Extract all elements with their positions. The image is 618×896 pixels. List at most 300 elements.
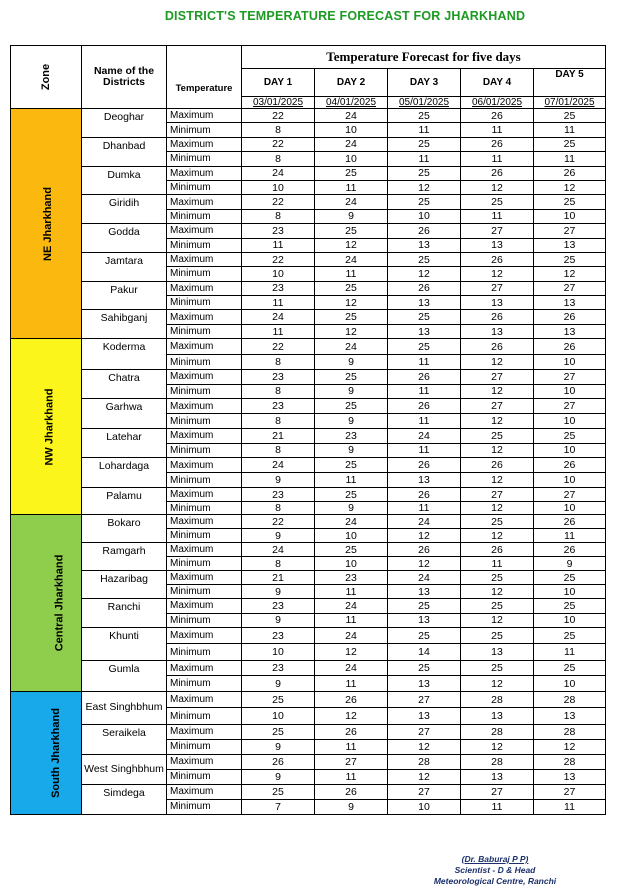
max-temp-cell: 24 bbox=[315, 137, 388, 151]
max-temp-cell: 22 bbox=[242, 252, 315, 266]
min-temp-cell: 13 bbox=[461, 644, 534, 661]
max-temp-cell: 23 bbox=[242, 399, 315, 414]
minimum-label bbox=[167, 708, 242, 725]
table-row bbox=[11, 571, 606, 585]
min-temp-cell: 10 bbox=[315, 152, 388, 166]
temperature-type: Minimum bbox=[170, 415, 211, 427]
min-temp-cell: 9 bbox=[315, 501, 388, 515]
temperature-type: Minimum bbox=[170, 444, 211, 456]
min-temp-cell: 12 bbox=[461, 739, 534, 754]
maximum-label bbox=[167, 195, 242, 209]
min-temp-cell: 10 bbox=[242, 267, 315, 281]
table-row bbox=[11, 281, 606, 295]
table-row bbox=[11, 599, 606, 613]
table-row bbox=[11, 310, 606, 324]
district-name: Palamu bbox=[82, 488, 167, 515]
max-temp-cell: 21 bbox=[242, 429, 315, 443]
table-row bbox=[11, 399, 606, 414]
table-row bbox=[11, 724, 606, 739]
maximum-label bbox=[167, 488, 242, 502]
max-temp-cell: 24 bbox=[315, 515, 388, 529]
maximum-label bbox=[167, 224, 242, 238]
max-temp-cell: 25 bbox=[315, 166, 388, 180]
max-temp-cell: 26 bbox=[461, 339, 534, 355]
min-temp-cell: 11 bbox=[242, 296, 315, 310]
temperature-type: Minimum bbox=[170, 326, 211, 338]
minimum-label bbox=[167, 384, 242, 398]
min-temp-cell: 13 bbox=[388, 238, 461, 252]
min-temp-cell: 11 bbox=[388, 501, 461, 515]
temperature-type: Maximum bbox=[170, 572, 214, 584]
min-temp-cell: 11 bbox=[534, 152, 606, 166]
zone-cell bbox=[11, 339, 82, 515]
min-temp-cell: 11 bbox=[388, 123, 461, 137]
table-row bbox=[11, 166, 606, 180]
min-temp-cell: 8 bbox=[242, 123, 315, 137]
max-temp-cell: 26 bbox=[388, 281, 461, 295]
minimum-label bbox=[167, 238, 242, 252]
maximum-label bbox=[167, 109, 242, 123]
max-temp-cell: 26 bbox=[388, 488, 461, 502]
min-temp-cell: 10 bbox=[534, 384, 606, 398]
max-temp-cell: 25 bbox=[388, 627, 461, 644]
min-temp-cell: 14 bbox=[388, 644, 461, 661]
min-temp-cell: 12 bbox=[388, 557, 461, 571]
min-temp-cell: 9 bbox=[242, 676, 315, 692]
max-temp-cell: 25 bbox=[534, 252, 606, 266]
max-temp-cell: 25 bbox=[315, 224, 388, 238]
max-temp-cell: 22 bbox=[242, 515, 315, 529]
minimum-label bbox=[167, 267, 242, 281]
signature-block bbox=[415, 854, 575, 887]
signatory-name: (Dr. Baburaj P P) bbox=[461, 854, 529, 864]
temperature-type: Minimum bbox=[170, 530, 211, 542]
max-temp-cell: 25 bbox=[534, 627, 606, 644]
max-temp-cell: 24 bbox=[315, 660, 388, 676]
maximum-label bbox=[167, 370, 242, 384]
max-temp-cell: 27 bbox=[315, 754, 388, 769]
max-temp-cell: 25 bbox=[534, 195, 606, 209]
temperature-type: Maximum bbox=[170, 544, 214, 556]
min-temp-cell: 12 bbox=[315, 644, 388, 661]
temperature-type: Minimum bbox=[170, 385, 211, 397]
max-temp-cell: 25 bbox=[388, 252, 461, 266]
min-temp-cell: 10 bbox=[534, 613, 606, 627]
maximum-label bbox=[167, 429, 242, 443]
max-temp-cell: 24 bbox=[315, 339, 388, 355]
table-header bbox=[11, 46, 606, 109]
max-temp-cell: 27 bbox=[461, 784, 534, 799]
min-temp-cell: 12 bbox=[388, 529, 461, 543]
temperature-type: Minimum bbox=[170, 502, 211, 514]
max-temp-cell: 26 bbox=[534, 310, 606, 324]
max-temp-cell: 23 bbox=[242, 370, 315, 384]
min-temp-cell: 13 bbox=[461, 296, 534, 310]
max-temp-cell: 28 bbox=[461, 724, 534, 739]
min-temp-cell: 13 bbox=[461, 238, 534, 252]
max-temp-cell: 25 bbox=[534, 137, 606, 151]
max-temp-cell: 27 bbox=[388, 784, 461, 799]
zone-cell bbox=[11, 109, 82, 339]
maximum-label bbox=[167, 571, 242, 585]
minimum-label bbox=[167, 209, 242, 223]
minimum-label bbox=[167, 613, 242, 627]
max-temp-cell: 26 bbox=[534, 515, 606, 529]
temperature-type: Maximum bbox=[170, 138, 214, 150]
temperature-type: Maximum bbox=[170, 282, 214, 294]
min-temp-cell: 12 bbox=[461, 384, 534, 398]
min-temp-cell: 10 bbox=[534, 414, 606, 429]
max-temp-cell: 25 bbox=[461, 195, 534, 209]
min-temp-cell: 10 bbox=[388, 799, 461, 814]
min-temp-cell: 12 bbox=[461, 414, 534, 429]
temperature-type: Minimum bbox=[170, 356, 211, 368]
day-date: 07/01/2025 bbox=[534, 97, 606, 109]
max-temp-cell: 22 bbox=[242, 195, 315, 209]
temperature-type: Minimum bbox=[170, 210, 211, 222]
day-date: 03/01/2025 bbox=[242, 97, 315, 109]
temperature-type: Maximum bbox=[170, 726, 214, 738]
max-temp-cell: 28 bbox=[534, 754, 606, 769]
min-temp-cell: 10 bbox=[242, 644, 315, 661]
max-temp-cell: 26 bbox=[534, 458, 606, 473]
max-temp-cell: 28 bbox=[461, 754, 534, 769]
minimum-label bbox=[167, 676, 242, 692]
minimum-label bbox=[167, 799, 242, 814]
min-temp-cell: 10 bbox=[242, 708, 315, 725]
min-temp-cell: 13 bbox=[388, 676, 461, 692]
min-temp-cell: 8 bbox=[242, 354, 315, 370]
temperature-type: Maximum bbox=[170, 225, 214, 237]
temperature-type: Minimum bbox=[170, 153, 211, 165]
max-temp-cell: 27 bbox=[461, 399, 534, 414]
max-temp-cell: 25 bbox=[388, 166, 461, 180]
district-name: Giridih bbox=[82, 195, 167, 224]
min-temp-cell: 12 bbox=[315, 296, 388, 310]
max-temp-cell: 27 bbox=[461, 224, 534, 238]
min-temp-cell: 8 bbox=[242, 384, 315, 398]
minimum-label bbox=[167, 557, 242, 571]
min-temp-cell: 12 bbox=[461, 529, 534, 543]
max-temp-cell: 25 bbox=[242, 691, 315, 708]
min-temp-cell: 13 bbox=[388, 613, 461, 627]
temperature-type: Minimum bbox=[170, 124, 211, 136]
table-row bbox=[11, 109, 606, 123]
max-temp-cell: 28 bbox=[534, 691, 606, 708]
table-row bbox=[11, 784, 606, 799]
table-row bbox=[11, 137, 606, 151]
district-name: Dumka bbox=[82, 166, 167, 195]
max-temp-cell: 24 bbox=[315, 109, 388, 123]
max-temp-cell: 26 bbox=[461, 166, 534, 180]
table-row bbox=[11, 339, 606, 355]
max-temp-cell: 26 bbox=[534, 543, 606, 557]
temperature-type: Minimum bbox=[170, 678, 211, 689]
min-temp-cell: 11 bbox=[315, 739, 388, 754]
min-temp-cell: 12 bbox=[315, 324, 388, 338]
min-temp-cell: 9 bbox=[315, 799, 388, 814]
min-temp-cell: 13 bbox=[534, 324, 606, 338]
max-temp-cell: 27 bbox=[534, 784, 606, 799]
max-temp-cell: 24 bbox=[315, 599, 388, 613]
min-temp-cell: 11 bbox=[461, 123, 534, 137]
max-temp-cell: 25 bbox=[461, 571, 534, 585]
max-temp-cell: 25 bbox=[388, 195, 461, 209]
minimum-label bbox=[167, 769, 242, 784]
min-temp-cell: 13 bbox=[388, 708, 461, 725]
minimum-label bbox=[167, 123, 242, 137]
min-temp-cell: 11 bbox=[534, 123, 606, 137]
zone-name: South Jharkhand bbox=[49, 707, 62, 798]
temperature-type: Minimum bbox=[170, 710, 211, 722]
min-temp-cell: 12 bbox=[388, 769, 461, 784]
day-label: DAY 3 bbox=[388, 69, 461, 97]
zone-name: Central Jharkhand bbox=[53, 554, 66, 652]
max-temp-cell: 22 bbox=[242, 339, 315, 355]
max-temp-cell: 26 bbox=[388, 458, 461, 473]
min-temp-cell: 10 bbox=[534, 676, 606, 692]
max-temp-cell: 25 bbox=[315, 488, 388, 502]
maximum-label bbox=[167, 515, 242, 529]
temperature-type: Maximum bbox=[170, 110, 214, 122]
min-temp-cell: 9 bbox=[534, 557, 606, 571]
temperature-type: Maximum bbox=[170, 371, 214, 383]
district-name: Pakur bbox=[82, 281, 167, 310]
temperature-type: Minimum bbox=[170, 239, 211, 251]
max-temp-cell: 26 bbox=[315, 691, 388, 708]
min-temp-cell: 13 bbox=[534, 296, 606, 310]
table-body bbox=[11, 109, 606, 815]
min-temp-cell: 9 bbox=[242, 769, 315, 784]
max-temp-cell: 27 bbox=[461, 488, 534, 502]
temperature-type: Minimum bbox=[170, 586, 211, 598]
max-temp-cell: 25 bbox=[242, 724, 315, 739]
district-name: Sahibganj bbox=[82, 310, 167, 339]
min-temp-cell: 12 bbox=[534, 180, 606, 194]
max-temp-cell: 27 bbox=[388, 691, 461, 708]
minimum-label bbox=[167, 739, 242, 754]
maximum-label bbox=[167, 281, 242, 295]
max-temp-cell: 24 bbox=[315, 252, 388, 266]
minimum-label bbox=[167, 644, 242, 661]
district-name: Chatra bbox=[82, 370, 167, 399]
max-temp-cell: 25 bbox=[388, 109, 461, 123]
temperature-type: Maximum bbox=[170, 341, 214, 352]
temperature-type: Maximum bbox=[170, 459, 214, 471]
zone-header-text: Zone bbox=[40, 63, 52, 91]
max-temp-cell: 27 bbox=[388, 724, 461, 739]
temperature-type: Maximum bbox=[170, 694, 214, 705]
temperature-type: Minimum bbox=[170, 741, 211, 753]
max-temp-cell: 26 bbox=[534, 339, 606, 355]
district-name: Jamtara bbox=[82, 252, 167, 281]
table-row bbox=[11, 691, 606, 708]
max-temp-cell: 25 bbox=[461, 599, 534, 613]
day-label: DAY 5 bbox=[534, 69, 606, 97]
min-temp-cell: 11 bbox=[242, 238, 315, 252]
district-name: Koderma bbox=[82, 339, 167, 370]
table-row bbox=[11, 543, 606, 557]
max-temp-cell: 27 bbox=[534, 370, 606, 384]
min-temp-cell: 13 bbox=[388, 324, 461, 338]
temperature-type: Maximum bbox=[170, 600, 214, 612]
maximum-label bbox=[167, 724, 242, 739]
min-temp-cell: 10 bbox=[315, 557, 388, 571]
maximum-label bbox=[167, 627, 242, 644]
maximum-label bbox=[167, 784, 242, 799]
min-temp-cell: 10 bbox=[534, 501, 606, 515]
max-temp-cell: 25 bbox=[315, 458, 388, 473]
table-row bbox=[11, 429, 606, 443]
min-temp-cell: 12 bbox=[461, 676, 534, 692]
zone-name: NW Jharkhand bbox=[43, 388, 56, 466]
temperature-type: Maximum bbox=[170, 196, 214, 208]
min-temp-cell: 10 bbox=[315, 529, 388, 543]
minimum-label bbox=[167, 585, 242, 599]
max-temp-cell: 28 bbox=[534, 724, 606, 739]
max-temp-cell: 24 bbox=[242, 458, 315, 473]
minimum-label bbox=[167, 529, 242, 543]
min-temp-cell: 13 bbox=[388, 473, 461, 488]
min-temp-cell: 12 bbox=[461, 585, 534, 599]
district-name: Latehar bbox=[82, 429, 167, 458]
min-temp-cell: 11 bbox=[315, 585, 388, 599]
max-temp-cell: 25 bbox=[388, 137, 461, 151]
min-temp-cell: 10 bbox=[534, 443, 606, 457]
max-temp-cell: 25 bbox=[534, 660, 606, 676]
min-temp-cell: 10 bbox=[534, 354, 606, 370]
day-date: 05/01/2025 bbox=[388, 97, 461, 109]
temperature-type: Minimum bbox=[170, 614, 211, 626]
temperature-type: Minimum bbox=[170, 646, 211, 658]
min-temp-cell: 11 bbox=[242, 324, 315, 338]
district-name: Godda bbox=[82, 224, 167, 253]
max-temp-cell: 24 bbox=[315, 195, 388, 209]
max-temp-cell: 27 bbox=[461, 281, 534, 295]
min-temp-cell: 8 bbox=[242, 209, 315, 223]
min-temp-cell: 11 bbox=[388, 152, 461, 166]
max-temp-cell: 22 bbox=[242, 109, 315, 123]
min-temp-cell: 10 bbox=[315, 123, 388, 137]
maximum-label bbox=[167, 458, 242, 473]
maximum-label bbox=[167, 660, 242, 676]
min-temp-cell: 12 bbox=[461, 180, 534, 194]
max-temp-cell: 24 bbox=[242, 543, 315, 557]
min-temp-cell: 11 bbox=[534, 644, 606, 661]
maximum-label bbox=[167, 166, 242, 180]
day-label: DAY 2 bbox=[315, 69, 388, 97]
maximum-label bbox=[167, 399, 242, 414]
district-name: Deoghar bbox=[82, 109, 167, 138]
min-temp-cell: 11 bbox=[534, 799, 606, 814]
max-temp-cell: 23 bbox=[242, 488, 315, 502]
max-temp-cell: 26 bbox=[388, 543, 461, 557]
min-temp-cell: 12 bbox=[534, 739, 606, 754]
temperature-type: Maximum bbox=[170, 786, 214, 798]
min-temp-cell: 12 bbox=[461, 501, 534, 515]
max-temp-cell: 25 bbox=[388, 310, 461, 324]
min-temp-cell: 8 bbox=[242, 443, 315, 457]
forecast-title: Temperature Forecast for five days bbox=[242, 46, 606, 69]
min-temp-cell: 10 bbox=[242, 180, 315, 194]
max-temp-cell: 26 bbox=[534, 166, 606, 180]
district-name: Garhwa bbox=[82, 399, 167, 429]
temperature-type: Minimum bbox=[170, 801, 211, 813]
max-temp-cell: 21 bbox=[242, 571, 315, 585]
district-name: Hazaribag bbox=[82, 571, 167, 599]
zone-cell bbox=[11, 515, 82, 691]
min-temp-cell: 11 bbox=[315, 676, 388, 692]
max-temp-cell: 27 bbox=[534, 488, 606, 502]
min-temp-cell: 10 bbox=[534, 585, 606, 599]
min-temp-cell: 11 bbox=[534, 529, 606, 543]
min-temp-cell: 13 bbox=[461, 708, 534, 725]
min-temp-cell: 9 bbox=[315, 443, 388, 457]
max-temp-cell: 25 bbox=[461, 660, 534, 676]
max-temp-cell: 26 bbox=[461, 109, 534, 123]
max-temp-cell: 24 bbox=[242, 166, 315, 180]
min-temp-cell: 13 bbox=[461, 769, 534, 784]
max-temp-cell: 22 bbox=[242, 137, 315, 151]
max-temp-cell: 25 bbox=[388, 660, 461, 676]
temperature-type: Maximum bbox=[170, 400, 214, 412]
district-name: Lohardaga bbox=[82, 458, 167, 488]
min-temp-cell: 12 bbox=[461, 473, 534, 488]
min-temp-cell: 13 bbox=[388, 585, 461, 599]
max-temp-cell: 25 bbox=[534, 109, 606, 123]
day-date: 06/01/2025 bbox=[461, 97, 534, 109]
min-temp-cell: 9 bbox=[242, 585, 315, 599]
min-temp-cell: 8 bbox=[242, 501, 315, 515]
min-temp-cell: 11 bbox=[315, 769, 388, 784]
min-temp-cell: 9 bbox=[315, 354, 388, 370]
minimum-label bbox=[167, 354, 242, 370]
min-temp-cell: 9 bbox=[315, 209, 388, 223]
district-name: Gumla bbox=[82, 660, 167, 691]
district-name: Seraikela bbox=[82, 724, 167, 754]
min-temp-cell: 11 bbox=[315, 613, 388, 627]
temperature-type: Minimum bbox=[170, 182, 211, 194]
max-temp-cell: 24 bbox=[388, 571, 461, 585]
max-temp-cell: 23 bbox=[242, 660, 315, 676]
max-temp-cell: 26 bbox=[461, 543, 534, 557]
max-temp-cell: 23 bbox=[242, 224, 315, 238]
minimum-label bbox=[167, 473, 242, 488]
max-temp-cell: 26 bbox=[388, 399, 461, 414]
min-temp-cell: 12 bbox=[388, 739, 461, 754]
day-label: DAY 4 bbox=[461, 69, 534, 97]
min-temp-cell: 9 bbox=[242, 473, 315, 488]
forecast-table bbox=[10, 45, 606, 815]
max-temp-cell: 27 bbox=[534, 399, 606, 414]
max-temp-cell: 28 bbox=[388, 754, 461, 769]
maximum-label bbox=[167, 599, 242, 613]
table-row bbox=[11, 458, 606, 473]
min-temp-cell: 9 bbox=[242, 613, 315, 627]
minimum-label bbox=[167, 501, 242, 515]
min-temp-cell: 12 bbox=[461, 354, 534, 370]
minimum-label bbox=[167, 414, 242, 429]
temperature-type: Minimum bbox=[170, 558, 211, 570]
zone-name: NE Jharkhand bbox=[41, 186, 54, 261]
district-header: Name of the Districts bbox=[82, 46, 167, 109]
min-temp-cell: 12 bbox=[461, 443, 534, 457]
table-row bbox=[11, 488, 606, 502]
min-temp-cell: 10 bbox=[534, 473, 606, 488]
min-temp-cell: 13 bbox=[388, 296, 461, 310]
temperature-type: Maximum bbox=[170, 662, 214, 674]
max-temp-cell: 26 bbox=[242, 754, 315, 769]
